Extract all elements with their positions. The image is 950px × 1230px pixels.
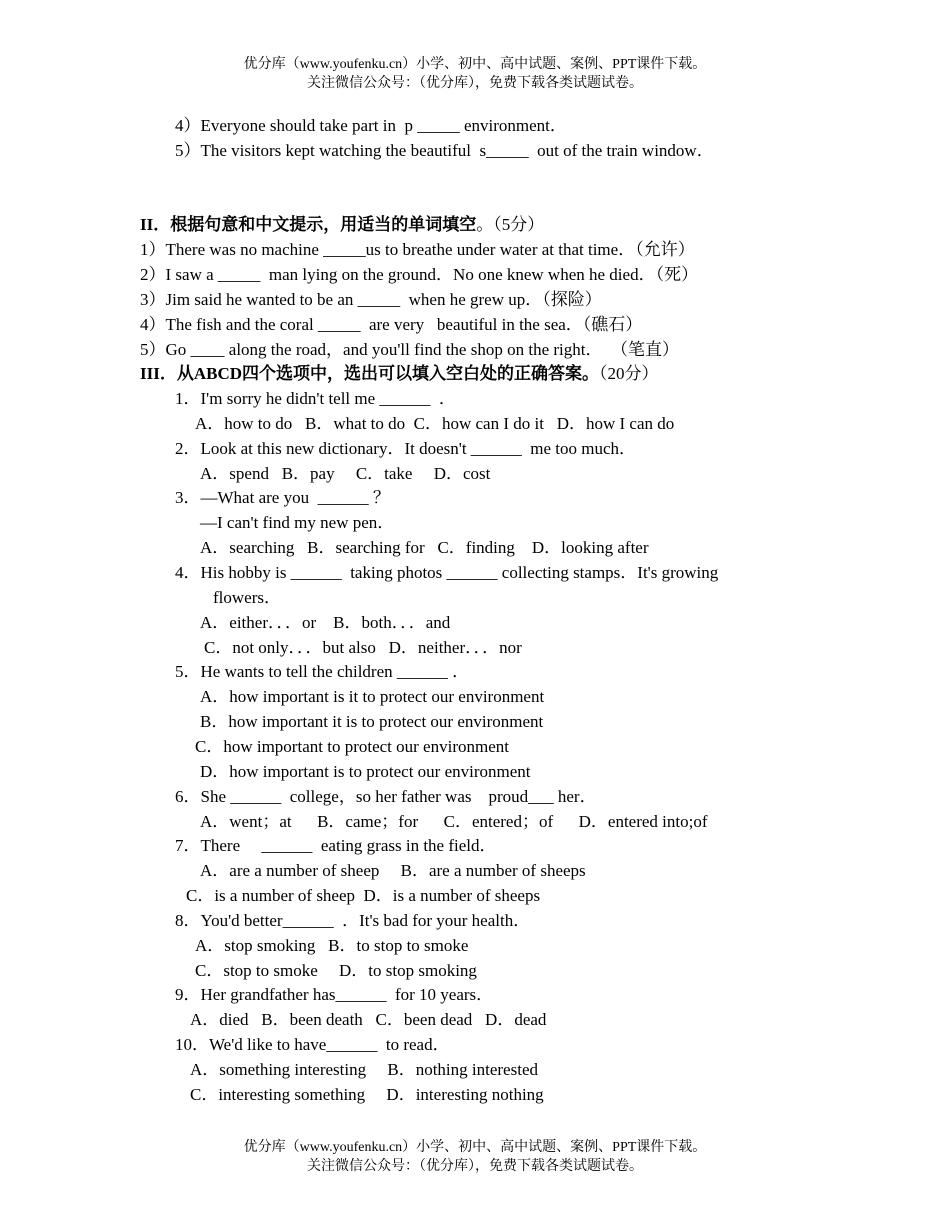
q5-option-c: C．how important to protect our environment <box>195 737 509 756</box>
q8-stem: 8．You'd better______ ．It's bad for your health． <box>175 911 531 930</box>
q9-stem: 9．Her grandfather has______ for 10 years． <box>175 985 494 1004</box>
q6-options: A．went；at B．came；for C．entered；of D．entered into;of <box>200 812 708 831</box>
q2-options: A．spend B．pay C．take D．cost <box>200 464 491 483</box>
q6-stem: 6．She ______ college，so her father was proud___ her． <box>175 787 597 806</box>
q5-stem: 5．He wants to tell the children ______ ． <box>175 662 470 681</box>
q4-stem-continued: flowers． <box>213 588 281 607</box>
section2-item-4: 4）The fish and the coral _____ are very beautiful in the sea．（礁石） <box>140 315 643 334</box>
section2-item-5: 5）Go ____ along the road，and you'll find the shop on the right． （笔直） <box>140 340 679 359</box>
page-footer <box>0 1138 950 1176</box>
q10-options-ab: A．something interesting B．nothing interested <box>190 1060 538 1079</box>
section2-heading <box>140 214 544 236</box>
q1-stem: 1．I'm sorry he didn't tell me ______ ． <box>175 389 456 408</box>
q7-options-ab: A．are a number of sheep B．are a number of sheeps <box>200 861 586 880</box>
q7-options-cd: C．is a number of sheep D．is a number of sheeps <box>186 886 541 905</box>
section3-heading <box>140 363 659 385</box>
section2-item-3: 3）Jim said he wanted to be an _____ when he grew up．（探险） <box>140 290 602 309</box>
page-header <box>0 55 950 93</box>
q3-answer-line: —I can't find my new pen． <box>200 513 395 532</box>
q1-options: A．how to do B．what to do C．how can I do it D．how I can do <box>195 414 675 433</box>
part1-item-5: 5）The visitors kept watching the beautiful s_____ out of the train window． <box>175 141 714 160</box>
section2-title: II．根据句意和中文提示，用适当的单词填空 <box>140 215 477 234</box>
q10-stem: 10．We'd like to have______ to read． <box>175 1035 450 1054</box>
q5-option-a: A．how important is it to protect our environment <box>200 687 545 706</box>
part1-item-4: 4）Everyone should take part in p _____ environment． <box>175 116 567 135</box>
q5-option-d: D．how important is to protect our environment <box>200 762 531 781</box>
q4-stem: 4．His hobby is ______ taking photos ______ collecting stamps．It's growing <box>175 563 719 582</box>
section2-score: 。（5分） <box>476 215 545 234</box>
footer-line-1: 优分库（www.youfenku.cn）小学、初中、高中试题、案例、PPT课件下载。 <box>243 1140 707 1155</box>
header-line-1: 优分库（www.youfenku.cn）小学、初中、高中试题、案例、PPT课件下载。 <box>243 57 707 72</box>
q7-stem: 7．There ______ eating grass in the field． <box>175 836 497 855</box>
q8-options-ab: A．stop smoking B．to stop to smoke <box>195 936 469 955</box>
section3-title: III．从ABCD四个选项中，选出可以填入空白处的正确答案。 <box>140 364 600 383</box>
section2-item-1: 1）There was no machine _____us to breathe under water at that time．（允许） <box>140 240 695 259</box>
q8-options-cd: C．stop to smoke D．to stop smoking <box>195 961 477 980</box>
q3-options: A．searching B．searching for C．finding D．looking after <box>200 538 649 557</box>
header-line-2: 关注微信公众号：（优分库），免费下载各类试题试卷。 <box>307 76 643 91</box>
footer-line-2: 关注微信公众号：（优分库），免费下载各类试题试卷。 <box>307 1159 643 1174</box>
q9-options: A．died B．been death C．been dead D．dead <box>190 1010 547 1029</box>
q3-stem: 3．—What are you ______ ？ <box>175 488 390 507</box>
section3-score: （20分） <box>599 364 659 383</box>
q5-option-b: B．how important it is to protect our environment <box>200 712 544 731</box>
section2-item-2: 2）I saw a _____ man lying on the ground．No one knew when he died．（死） <box>140 265 699 284</box>
q2-stem: 2．Look at this new dictionary．It doesn't ______ me too much． <box>175 439 637 458</box>
q4-options-cd: C．not only．．．but also D．neither．．．nor <box>204 638 522 657</box>
q4-options-ab: A．either．．．or B．both．．．and <box>200 613 451 632</box>
q10-options-cd: C．interesting something D．interesting nothing <box>190 1085 544 1104</box>
